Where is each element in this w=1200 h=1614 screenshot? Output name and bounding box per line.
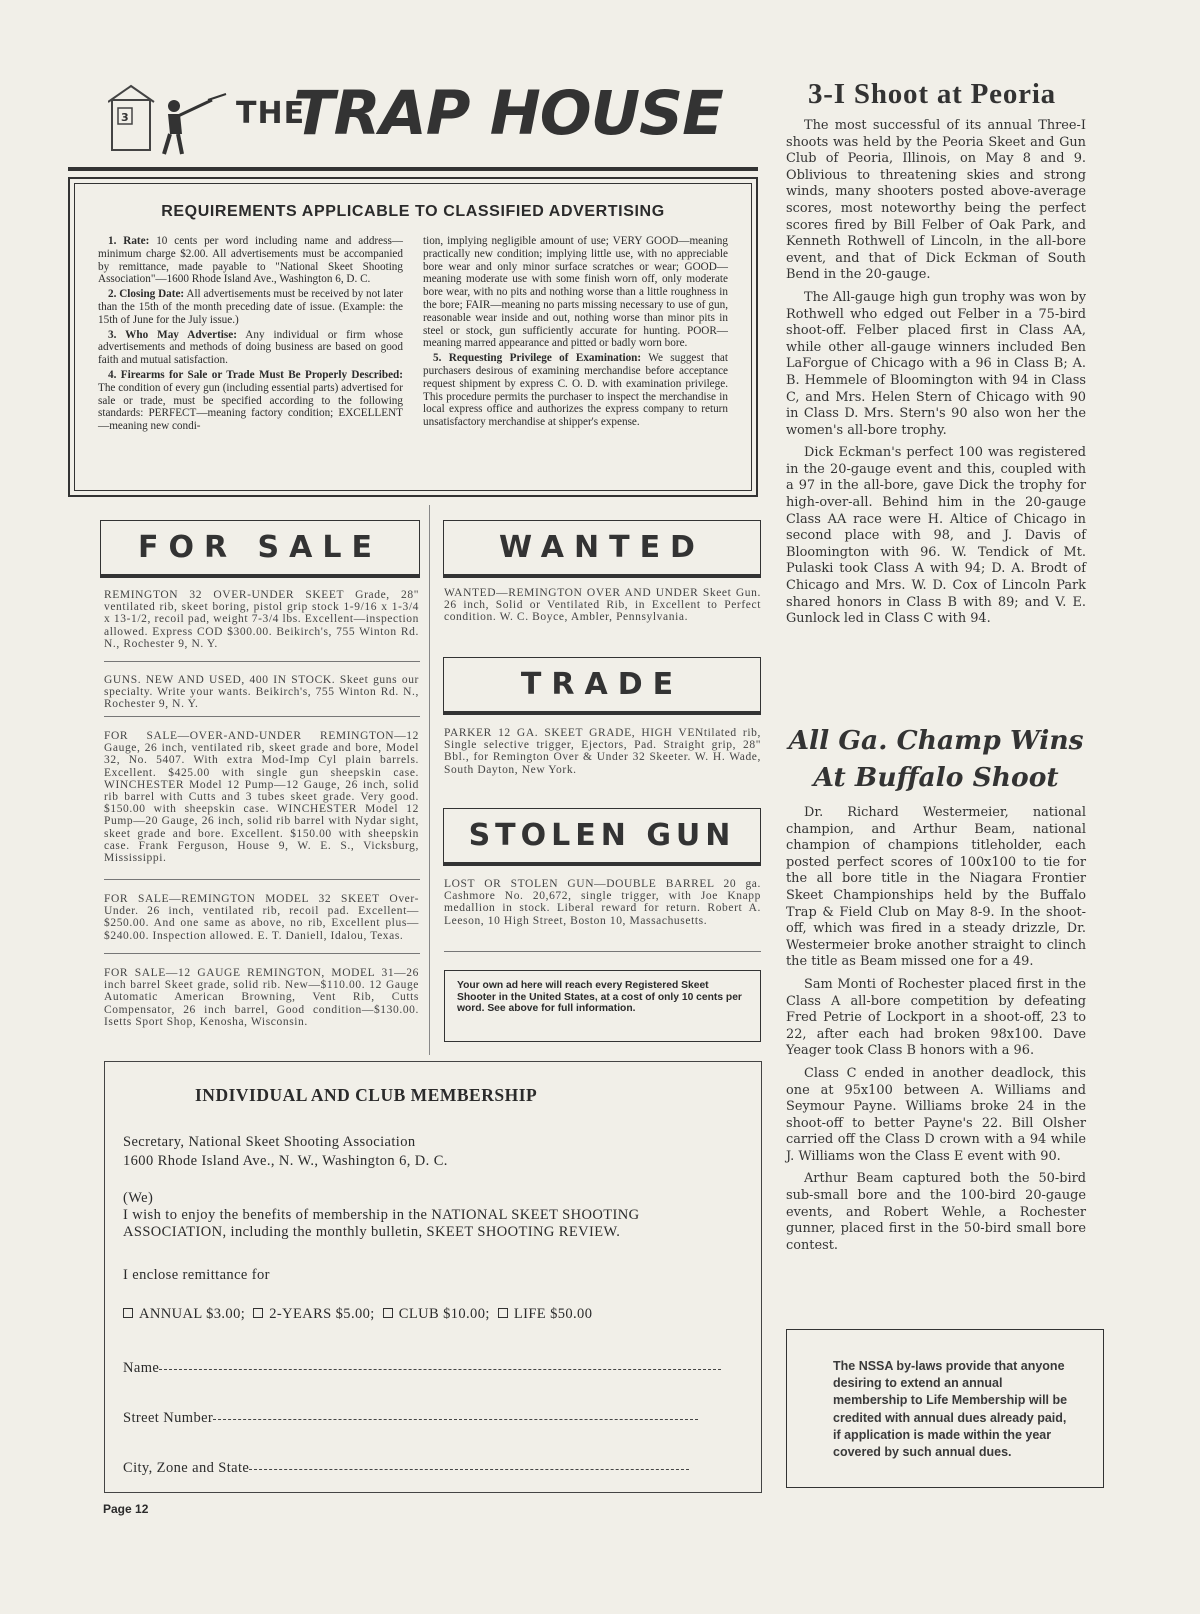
requirement-3: 3. Who May Advertise: Any individual or firm whose advertisements and methods of doing business are based on good faith and mutual satisfaction. (98, 328, 403, 367)
life-option: LIFE $50.00 (513, 1306, 593, 1322)
divider (104, 953, 420, 954)
membership-title: INDIVIDUAL AND CLUB MEMBERSHIP (195, 1085, 538, 1105)
masthead-rule (68, 167, 758, 171)
membership-options (123, 1306, 592, 1323)
wanted-ad: WANTED—REMINGTON OVER AND UNDER Skeet Gun. 26 inch, Solid or Ventilated Rib, in Excellent to Perfect condition. W. C. Boyce, Ambler, Pennsylvania. (444, 587, 761, 624)
for-sale-ad-2: GUNS. NEW AND USED, 400 IN STOCK. Skeet guns our specialty. Write your wants. Beikirch's, 755 Winton Rd. N., Rochester 9, N. Y. (104, 674, 419, 711)
column-divider (429, 505, 430, 1055)
street-number-field[interactable]: Street Number (123, 1410, 698, 1427)
peoria-article-title: 3-I Shoot at Peoria (808, 78, 1056, 110)
membership-wish: I wish to enjoy the benefits of membership in the NATIONAL SKEET SHOOTING ASSOCIATION, including the monthly bulletin, SKEET SHOOTING REVIEW. (123, 1207, 640, 1240)
city-zone-state-field[interactable]: City, Zone and State (123, 1460, 689, 1477)
buffalo-article (786, 805, 1086, 1260)
bylaws-notice: The NSSA by-laws provide that anyone desiring to extend an annual membership to Life Membership will be credited with annual dues already paid, if application is made within the year covered by such annual dues. (786, 1329, 1104, 1488)
peoria-article (786, 118, 1086, 634)
masthead (108, 78, 758, 158)
membership-address-line-1: Secretary, National Skeet Shooting Association (123, 1134, 416, 1150)
article-paragraph: The most successful of its annual Three-I shoots was held by the Peoria Skeet and Gun Club of Peoria, Illinois, on May 8 and 9. Oblivious to threatening skies and strong winds, many shooters posted above-average scores, most noteworthy being the perfect scores fired by Bill Felber of Oak Park, and Kenneth Rothwell of Lincoln, in the all-bore event, and that of Dick Eckman of South Bend in the 20-gauge. (786, 118, 1086, 283)
divider (444, 951, 761, 952)
membership-form (104, 1061, 762, 1493)
requirement-5: 5. Requesting Privilege of Examination: We suggest that purchasers desirous of examining merchandise before acceptance request shipment by express C. O. D. with examination privilege. This procedure permits the purchaser to inspect the merchandise in local express office and authorizes the express company to return unsatisfactory merchandise at shipper's expense. (423, 352, 728, 429)
for-sale-ad-4: FOR SALE—REMINGTON MODEL 32 SKEET Over-Under. 26 inch, ventilated rib, recoil pad. Excellent—$250.00. And one same as above, no rib, Excellent plus—$240.00. Inspection allowed. E. T. Daniell, Idalou, Texas. (104, 893, 419, 942)
trap-house-shooter-icon (108, 78, 230, 158)
stolen-gun-heading: STOLEN GUN (443, 808, 761, 863)
stolen-gun-ad: LOST OR STOLEN GUN—DOUBLE BARREL 20 ga. Cashmore No. 20,672, single trigger, with Joe Knapp medallion in stock. Liberal reward for return. Robert A. Leeson, 10 High Street, Boston 10, Massachusetts. (444, 878, 761, 927)
page-number: Page 12 (103, 1502, 149, 1516)
article-paragraph: The All-gauge high gun trophy was won by Rothwell who edged out Felber in a 75-bird shoot-off. Felber placed first in Class AA, while other all-gauge winners included Ben LaForgue of Chicago with a 96 in Class B; A. B. Hemmele of Bloomington with 94 in Class C, and Mrs. Helen Stern of Chicago with 90 in Class D. Mrs. Stern's 90 also won her the women's all-bore trophy. (786, 289, 1086, 438)
divider (104, 716, 420, 717)
two-years-checkbox[interactable] (253, 1308, 263, 1318)
article-paragraph: Dr. Richard Westermeier, national champion, and Arthur Beam, national champion of champions titleholder, each posted perfect scores of 100x100 to tie for the all bore title in the Niagara Frontier Skeet Championships held by the Buffalo Trap & Field Club on May 8-9. In the shoot-off, which was fired in a steady drizzle, Dr. Westermeier broke another straight to clinch the title as Beam missed one for a 49. (786, 805, 1086, 970)
for-sale-ad-3: FOR SALE—OVER-AND-UNDER REMINGTON—12 Gauge, 26 inch, ventilated rib, skeet grade and bore, Model 32, No. 5407. With extra Mod-Imp Cyl plain barrels. Excellent. $425.00 with single gun sheepskin case. WINCHESTER Model 12 Pump—12 Gauge, 26 inch, solid rib barrel with Cutts and 3 tubes skeet grade. Very good. $150.00 with sheepskin case. WINCHESTER Model 12 Pump—20 Gauge, 26 inch, solid rib barrel with Nydar sight, skeet grade and bore. Excellent. $150.00 with sheepskin case. Frank Ferguson, House 9, W. E. S., Vicksburg, Mississippi. (104, 730, 419, 865)
article-paragraph: Arthur Beam captured both the 50-bird sub-small bore and the 100-bird 20-gauge events, and Robert Wehle, a Rochester gunner, placed first in the 50-bird small bore contest. (786, 1171, 1086, 1253)
two-years-option: 2-YEARS $5.00; (269, 1306, 375, 1322)
club-checkbox[interactable] (383, 1308, 393, 1318)
divider (104, 879, 420, 880)
masthead-the: THE (236, 96, 306, 131)
wanted-heading: WANTED (443, 520, 761, 575)
for-sale-ad-1: REMINGTON 32 OVER-UNDER SKEET Grade, 28" ventilated rib, skeet boring, pistol grip stock 1-9/16 x 1-3/4 x 13-1/2, recoil pad, weight 7-3/4 lbs. Excellent—inspection allowed. Express COD $300.00. Beikirch's, 755 Winton Rd. N., Rochester 9, N. Y. (104, 589, 419, 650)
club-option: CLUB $10.00; (398, 1306, 490, 1322)
membership-address-line-2: 1600 Rhode Island Ave., N. W., Washington 6, D. C. (123, 1153, 448, 1169)
requirement-4-continued: tion, implying negligible amount of use; VERY GOOD—meaning practically new condition; implying little use, with no appreciable bore wear and only minor surface scratches or wear; GOOD—meaning moderate use with some finish worn off, only moderate bore wear, with no pits and nothing worse than a little roughness in the bore; FAIR—meaning no parts missing necessary to use of gun, reasonable wear inside and out, nothing worse than minor pits in steel or stock, gun sufficiently accurate for hunting. POOR—meaning marred appearance and pitted or badly worn bore. (423, 235, 728, 350)
name-field[interactable]: Name (123, 1360, 721, 1377)
masthead-title: TRAP HOUSE (293, 78, 723, 149)
for-sale-heading: FOR SALE (100, 520, 420, 575)
article-paragraph: Sam Monti of Rochester placed first in the Class A all-bore competition by defeating Fred Petrie of Lockport in a shoot-off, 23 to 22, after each had broken 98x100. Dave Yeager took Class B honors with a 96. (786, 976, 1086, 1059)
annual-option: ANNUAL $3.00; (139, 1306, 246, 1322)
advertise-notice: Your own ad here will reach every Registered Skeet Shooter in the United States, at a cost of only 10 cents per word. See above for full information. (444, 970, 761, 1042)
membership-we: (We) (123, 1190, 154, 1206)
requirements-left-column (98, 235, 403, 435)
divider (104, 661, 420, 662)
requirements-right-column (423, 235, 728, 435)
requirement-1: 1. Rate: 10 cents per word including name and address—minimum charge $2.00. All advertisements must be accompanied by remittance, made payable to "National Skeet Shooting Association"—1600 Rhode Island Ave., Washington 6, D. C. (98, 235, 403, 286)
for-sale-ad-5: FOR SALE—12 GAUGE REMINGTON, MODEL 31—26 inch barrel Skeet grade, solid rib. New—$110.00. 12 Gauge Automatic American Browning, Vent Rib, Cutts Compensator, 26 inch barrel, Good condition—$130.00. Isetts Sport Shop, Kenosha, Wisconsin. (104, 967, 419, 1028)
logo-number: 3 (121, 111, 129, 124)
requirements-title: REQUIREMENTS APPLICABLE TO CLASSIFIED ADVERTISING (161, 203, 665, 220)
article-paragraph: Class C ended in another deadlock, this one at 95x100 between A. Williams and Seymour Payne. Williams broke 24 in the shoot-off to better Payne's 22. Bill Olsher carried off the Class D crown with a 94 while J. Williams won the Class E event with 90. (786, 1065, 1086, 1164)
article-paragraph: Dick Eckman's perfect 100 was registered in the 20-gauge event and this, coupled with a 97 in the all-bore, gave Dick the trophy for high-over-all. Behind him in the 20-gauge Class AA race were H. Altice of Chicago in second place with 98, and J. Davis of Bloomington with 96. W. Tendick of Mt. Pulaski took Class A with 94; D. A. Brodt of Chicago and Mrs. W. D. Cox of Lincoln Park shared honors in Class B with 89; and V. E. Gunlock led in Class C with 94. (786, 445, 1086, 627)
annual-checkbox[interactable] (123, 1308, 133, 1318)
life-checkbox[interactable] (498, 1308, 508, 1318)
trade-heading: TRADE (443, 657, 761, 712)
requirements-box (68, 177, 758, 497)
requirement-4: 4. Firearms for Sale or Trade Must Be Properly Described: The condition of every gun (including essential parts) advertised for sale or trade, must be specified according to the following standards: PERFECT—meaning factory condition; EXCELLENT—meaning new condi- (98, 368, 403, 433)
buffalo-article-title: All Ga. Champ Wins At Buffalo Shoot (788, 725, 1084, 793)
membership-enclose: I enclose remittance for (123, 1267, 270, 1283)
trade-ad: PARKER 12 GA. SKEET GRADE, HIGH VENtilated rib, Single selective trigger, Ejectors, Pad. Straight grip, 28" Bbl., for Remington Over & Under 32 Skeeter. W. H. Wade, South Dayton, New York. (444, 727, 761, 776)
requirement-2: 2. Closing Date: All advertisements must be received by not later than the 15th of the month preceding date of issue. (Example: the 15th of June for the July issue.) (98, 288, 403, 326)
